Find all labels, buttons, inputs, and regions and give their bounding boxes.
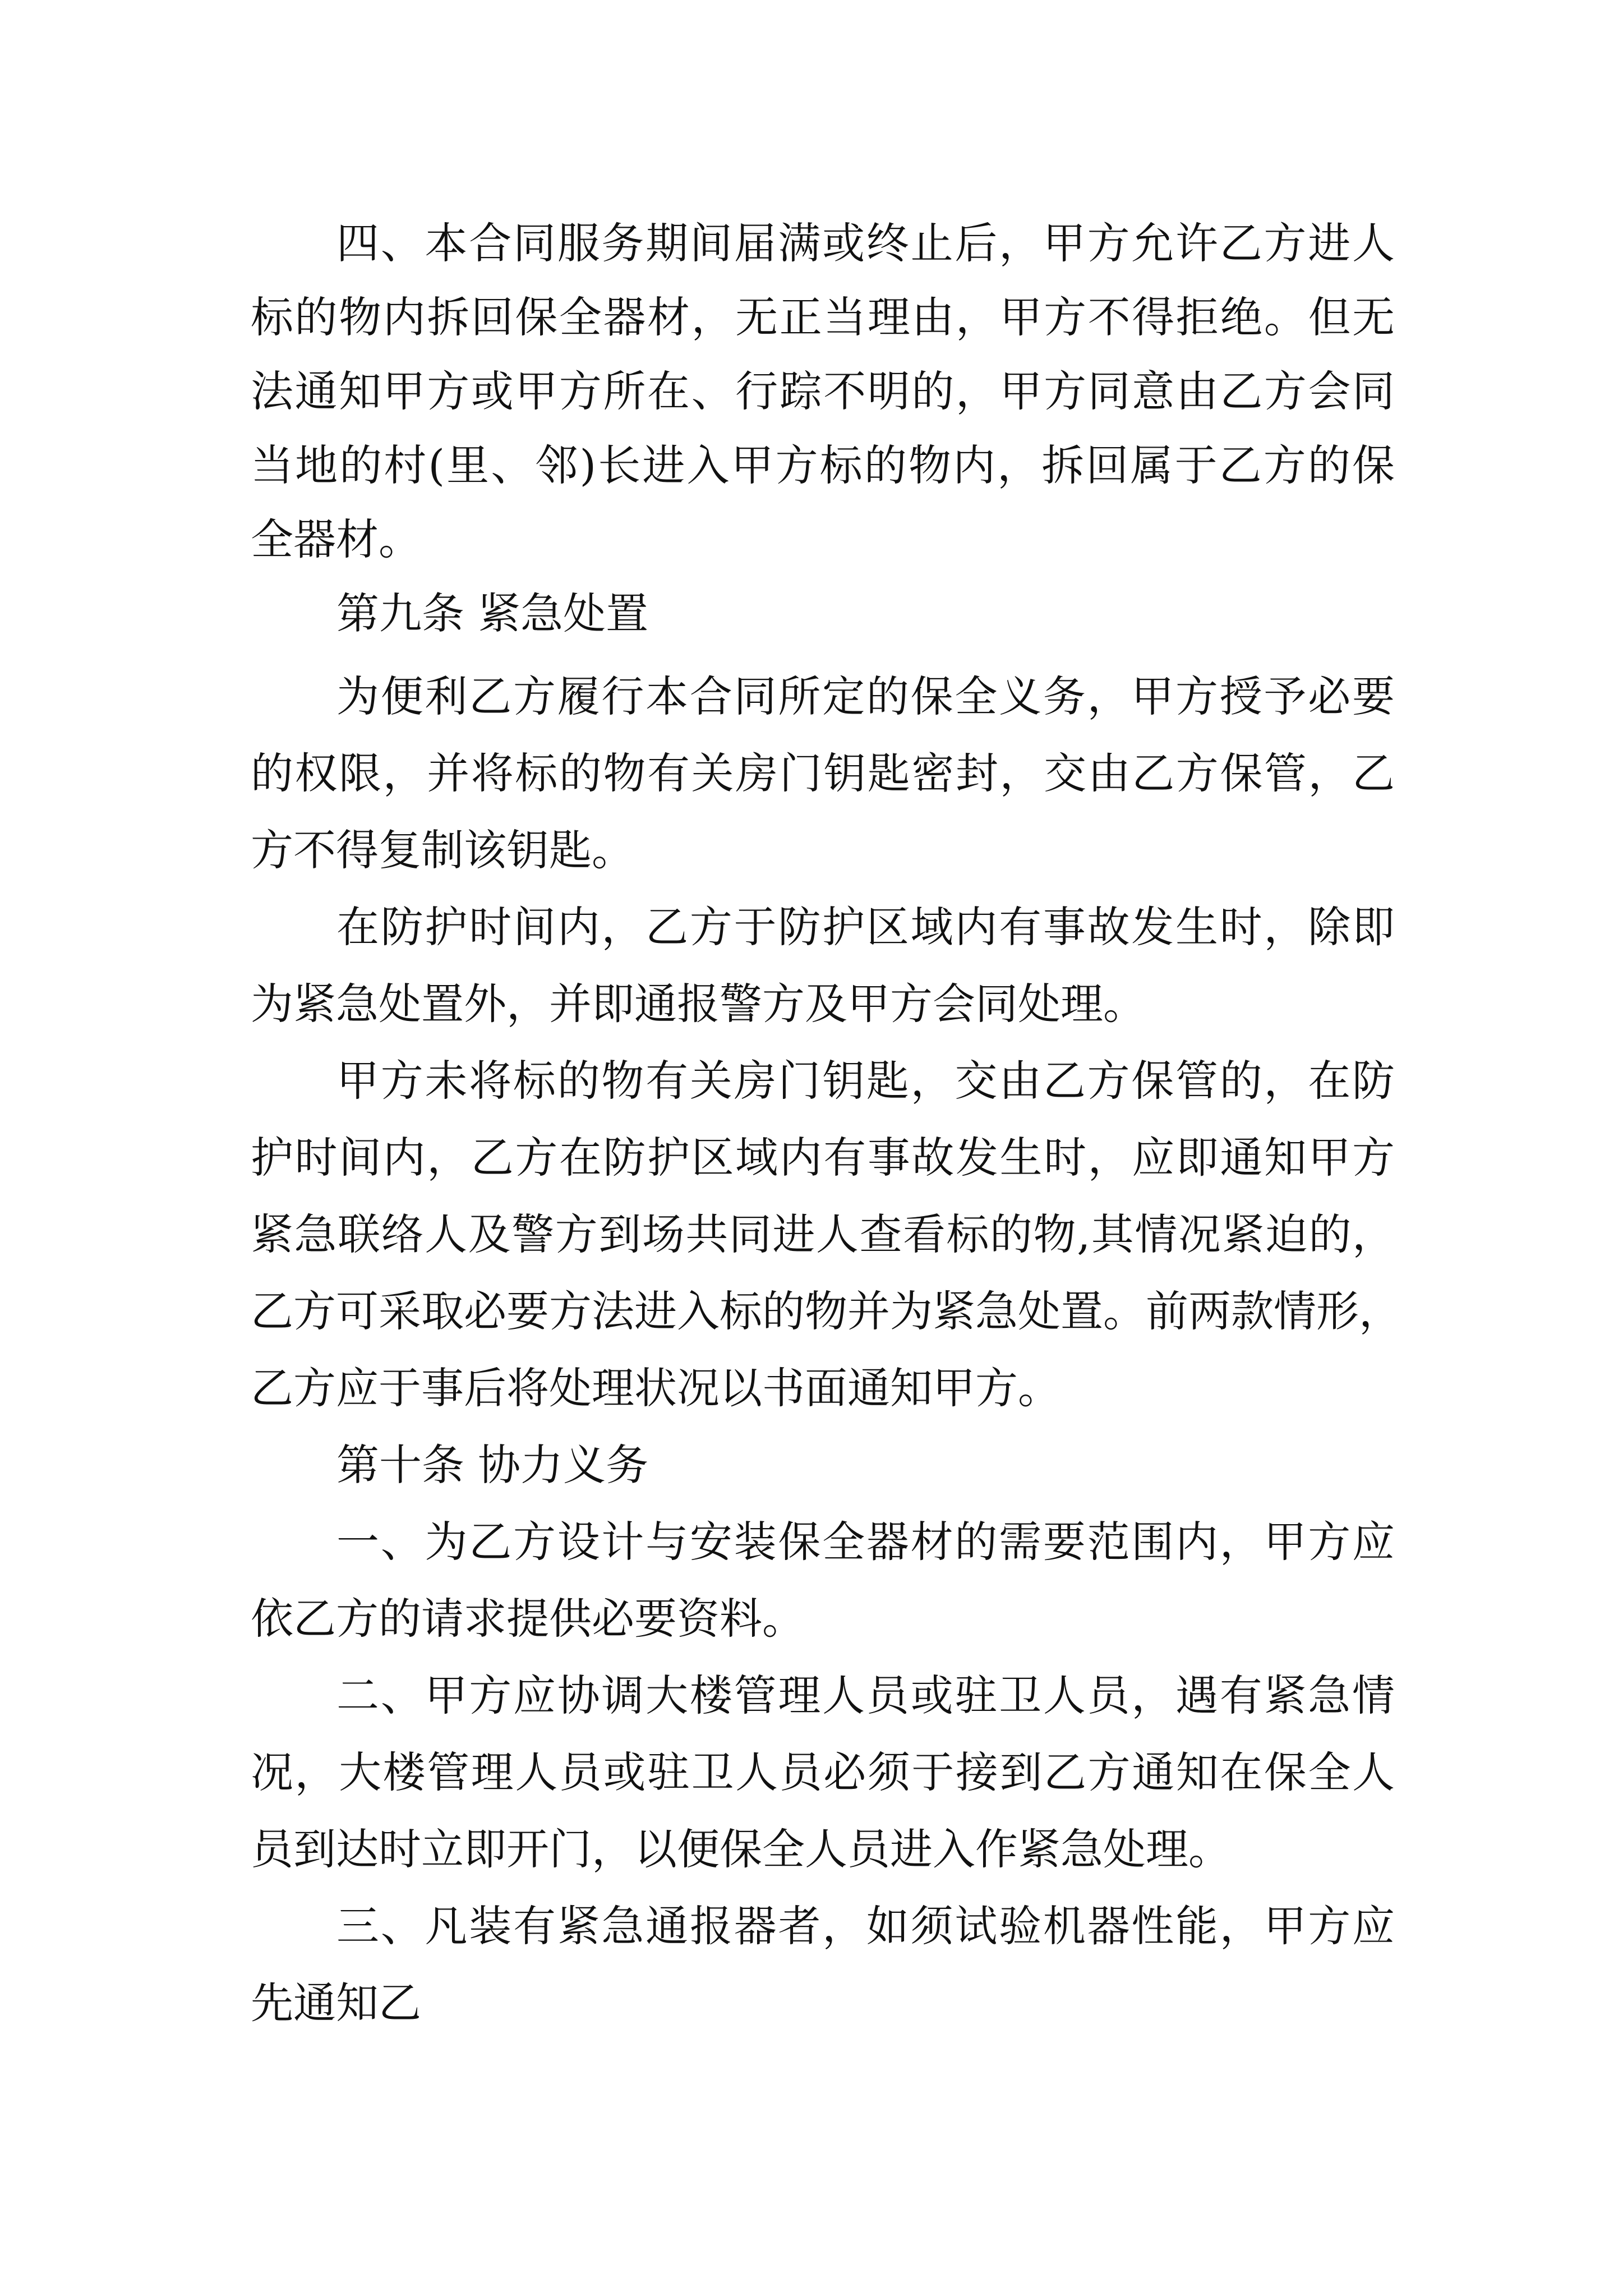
paragraph-line: 三、凡装有紧急通报器者，如须试验机器性能，甲方应	[336, 1901, 1395, 1951]
paragraph-line: 标的物内拆回保全器材，无正当理由，甲方不得拒绝。但无	[251, 292, 1395, 342]
paragraph-line: 甲方未将标的物有关房门钥匙，交由乙方保管的，在防	[336, 1056, 1395, 1106]
paragraph-line: 在防护时间内，乙方于防护区域内有事故发生时，除即	[336, 902, 1395, 952]
section-heading: 第十条 协力义务	[336, 1440, 649, 1490]
paragraph-line: 为便利乙方履行本合同所定的保全义务，甲方授予必要	[336, 671, 1395, 721]
paragraph-line: 当地的村(里、邻)长进入甲方标的物内，拆回属于乙方的保	[251, 440, 1395, 490]
paragraph-line: 况，大楼管理人员或驻卫人员必须于接到乙方通知在保全人	[251, 1747, 1395, 1797]
paragraph-line: 员到达时立即开门，以便保全人员进入作紧急处理。	[251, 1824, 1231, 1874]
paragraph-line: 法通知甲方或甲方所在、行踪不明的，甲方同意由乙方会同	[251, 366, 1395, 416]
paragraph-line: 护时间内，乙方在防护区域内有事故发生时，应即通知甲方	[251, 1133, 1395, 1182]
paragraph-line: 乙方应于事后将处理状况以书面通知甲方。	[251, 1363, 1061, 1413]
paragraph-line: 方不得复制该钥匙。	[251, 825, 634, 875]
section-heading: 第九条 紧急处置	[336, 588, 649, 638]
paragraph-line: 依乙方的请求提供必要资料。	[251, 1594, 805, 1644]
paragraph-line: 全器材。	[251, 514, 421, 564]
paragraph-line: 四、本合同服务期间届满或终止后，甲方允许乙方进人	[336, 218, 1395, 268]
paragraph-line: 乙方可采取必要方法进入标的物并为紧急处置。前两款情形，	[251, 1286, 1401, 1336]
paragraph-line: 一、为乙方设计与安装保全器材的需要范围内，甲方应	[336, 1517, 1395, 1567]
paragraph-line: 的权限，并将标的物有关房门钥匙密封，交由乙方保管，乙	[251, 748, 1395, 798]
paragraph-line: 二、甲方应协调大楼管理人员或驻卫人员，遇有紧急情	[336, 1671, 1395, 1720]
paragraph-line: 为紧急处置外，并即通报警方及甲方会同处理。	[251, 979, 1146, 1029]
paragraph-line: 紧急联络人及警方到场共同进人查看标的物,其情况紧迫的，	[251, 1209, 1395, 1259]
paragraph-line: 先通知乙	[251, 1978, 421, 2028]
